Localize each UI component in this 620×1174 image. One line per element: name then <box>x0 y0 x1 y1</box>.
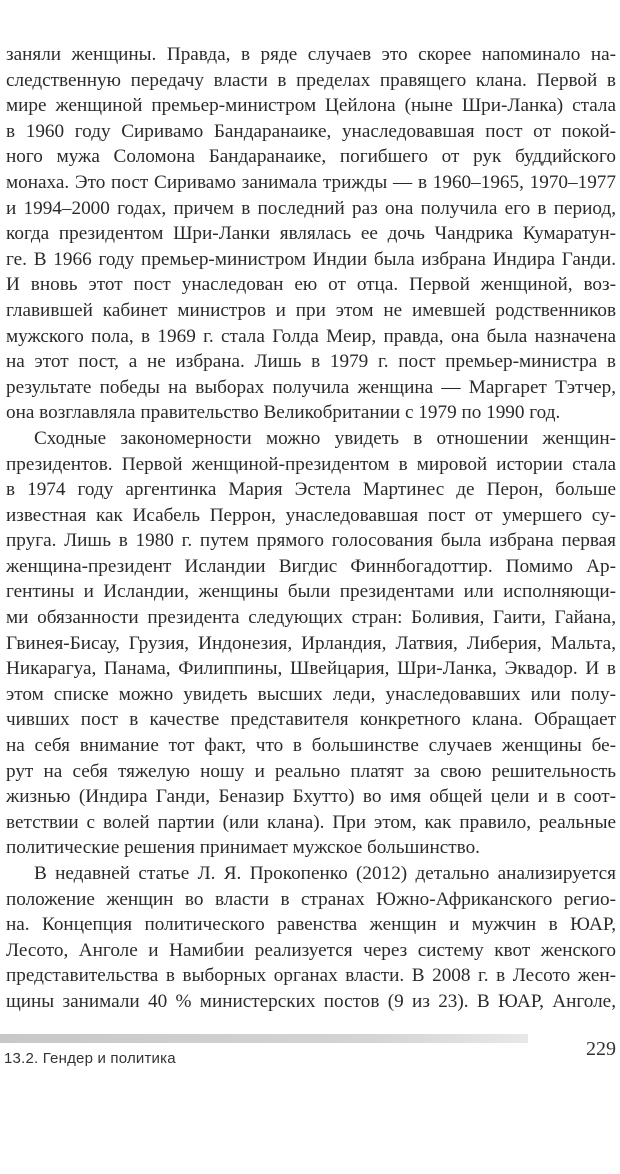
paragraph-first-line: Сходные закономерности можно увидеть в отношении женщин- <box>34 427 616 449</box>
text-line: гентины и Исландии, женщины были президентами или исполняющи- <box>6 581 616 603</box>
text-line: жизнью (Индира Ганди, Беназир Бхутто) во имя общей цели и в соот- <box>6 786 616 808</box>
text-line: ветствии с волей партии (или клана). При этом, как правило, реальные <box>6 811 616 833</box>
paragraph-first-line: В недавней статье Л. Я. Прокопенко (2012) детально анализируется <box>34 863 616 884</box>
text-line: ге. В 1966 году премьер-министром Индии была избрана Индира Ганди. <box>6 248 616 270</box>
text-line: ного мужа Соломона Бандаранаике, погибшего от рук буддийского <box>6 146 616 168</box>
text-line: Лесото, Анголе и Намибии реализуется через систему квот женского <box>6 939 616 961</box>
text-line: результате победы на выборах получила женщина — Маргарет Тэтчер, <box>6 376 616 398</box>
text-line: положение женщин во власти в странах Южно-Африканского регио- <box>6 888 616 910</box>
text-line: И вновь этот пост унаследован ею от отца. Первой женщиной, воз- <box>6 274 616 296</box>
text-line: когда президентом Шри-Ланки являлась ее дочь Чандрика Кумаратун- <box>6 223 616 245</box>
running-head: 13.2. Гендер и политика <box>4 1050 176 1067</box>
text-line: заняли женщины. Правда, в ряде случаев это скорее напоминало на- <box>6 44 616 65</box>
text-line: монаха. Это пост Сиривамо занимала трижды — в 1960–1965, 1970–1977 <box>6 171 616 193</box>
text-line: Никарагуа, Панама, Филиппины, Швейцария, Шри-Ланка, Эквадор. И в <box>6 658 616 680</box>
text-line: представительства в выборных органах власти. В 2008 г. в Лесото жен- <box>6 965 616 987</box>
page-number: 229 <box>586 1038 616 1060</box>
text-line: и 1994–2000 годах, причем в последний раз она получила его в период, <box>6 197 616 219</box>
text-line: на себя внимание тот факт, что в большинстве случаев женщины бе- <box>6 735 616 757</box>
text-line: известная как Исабель Перрон, унаследовавшая пост от умершего су- <box>6 504 616 526</box>
body-text <box>6 42 616 1015</box>
text-line: мужского пола, в 1969 г. стала Голда Меир, правда, она была назначена <box>6 325 616 347</box>
text-line: президентов. Первой женщиной-президентом в мировой истории стала <box>6 453 616 475</box>
text-line: на. Концепция политического равенства женщин и мужчин в ЮАР, <box>6 914 616 936</box>
text-line: политические решения принимает мужское большинство. <box>6 837 480 859</box>
text-line: на этот пост, а не избрана. Лишь в 1979 г. пост премьер-министра в <box>6 351 616 373</box>
text-line: она возглавляла правительство Великобритании с 1979 по 1990 год. <box>6 402 561 424</box>
text-line: рут на себя тяжелую ношу и реально платят за свою решительность <box>6 760 616 782</box>
text-line: щины занимали 40 % министерских постов (9 из 23). В ЮАР, Анголе, <box>6 990 616 1012</box>
text-line: главившей кабинет министров и при этом не имевшей родственников <box>6 299 616 321</box>
text-line: Гвинея-Бисау, Грузия, Индонезия, Ирландия, Латвия, Либерия, Мальта, <box>6 632 616 654</box>
text-line: в 1960 году Сиривамо Бандаранаике, унаследовавшая пост от покой- <box>6 120 616 142</box>
text-line: чивших пост в качестве представителя конкретного клана. Обращает <box>6 709 616 731</box>
text-line: женщина-президент Исландии Вигдис Финнбогадоттир. Помимо Ар- <box>6 555 616 577</box>
text-line: мире женщиной премьер-министром Цейлона (ныне Шри-Ланка) стала <box>6 95 616 117</box>
text-line: следственную передачу власти в пределах правящего клана. Первой в <box>6 69 616 91</box>
text-line: ми обязанности президента следующих стран: Боливия, Гаити, Гайана, <box>6 607 616 629</box>
footer-rule <box>0 1034 528 1043</box>
text-line: пруга. Лишь в 1980 г. путем прямого голосования была избрана первая <box>6 530 616 552</box>
text-line: этом списке можно увидеть высших леди, унаследовавших или полу- <box>6 683 616 705</box>
text-line: в 1974 году аргентинка Мария Эстела Мартинес де Перон, больше <box>6 479 616 501</box>
